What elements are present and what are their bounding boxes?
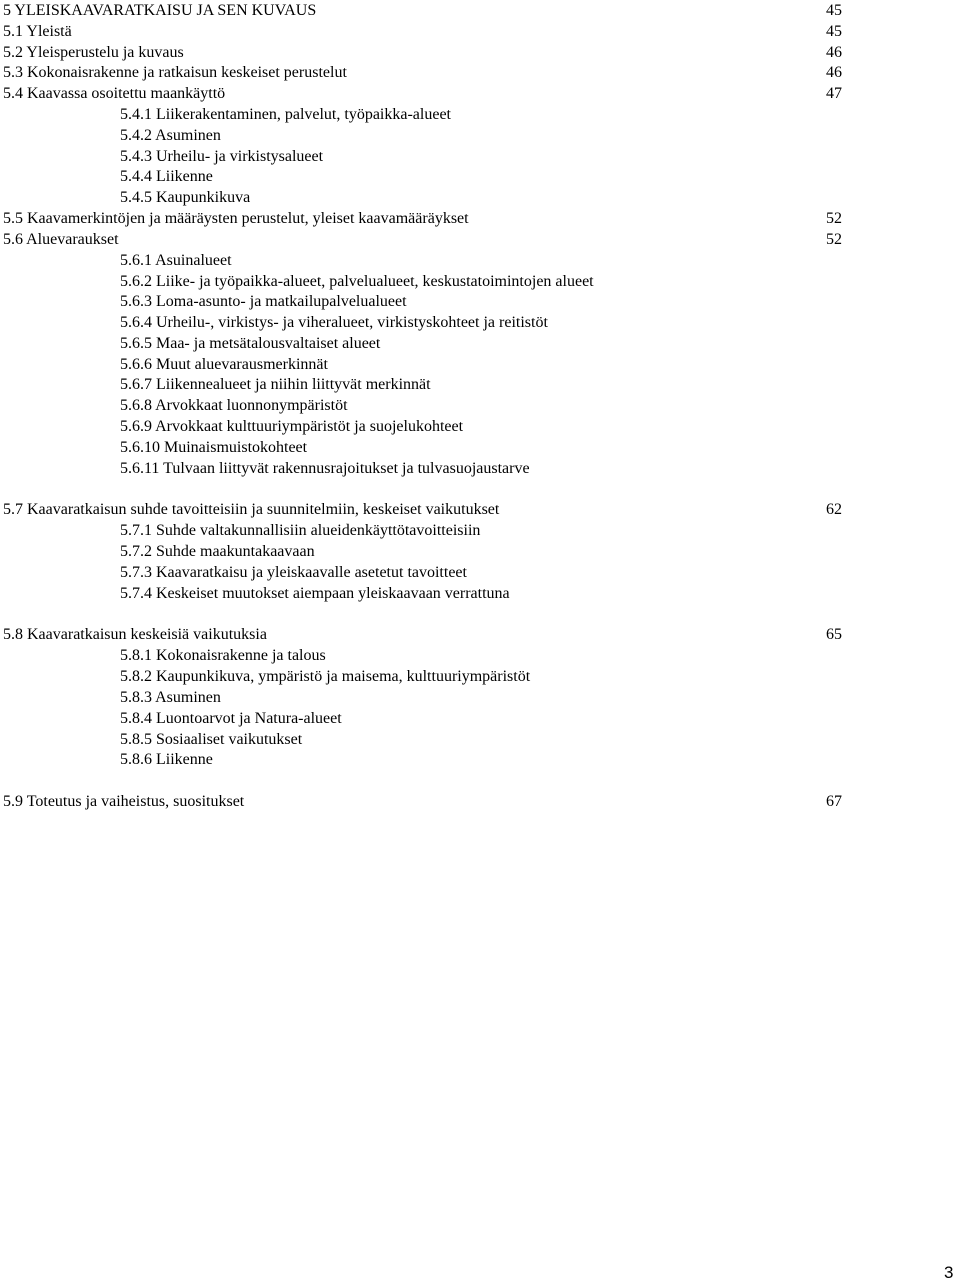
toc-entry [0, 583, 960, 604]
toc-entry-title: 5.6.9 Arvokkaat kulttuuriympäristöt ja suojelukohteet [120, 418, 464, 435]
toc-entry-title: 5.6.2 Liike- ja työpaikka-alueet, palvelualueet, keskustatoimintojen alueet [120, 273, 594, 290]
toc-entry-title: 5.6.1 Asuinalueet [120, 252, 232, 269]
toc-entry [0, 749, 960, 770]
toc-entry [0, 645, 960, 666]
toc-entry-title: 5.4.2 Asuminen [120, 127, 221, 144]
toc-entry [0, 395, 960, 416]
toc-entry-title: 5.4 Kaavassa osoitettu maankäyttö [3, 85, 226, 102]
toc-entry-title: 5.7 Kaavaratkaisun suhde tavoitteisiin ja suunnitelmiin, keskeiset vaikutukset [3, 501, 500, 518]
toc-entry-title: 5.8.2 Kaupunkikuva, ympäristö ja maisema, kulttuuriympäristöt [120, 668, 531, 685]
toc-entry [0, 229, 960, 250]
toc-entry [0, 499, 960, 520]
toc-entry-title: 5.6.7 Liikennealueet ja niihin liittyvät merkinnät [120, 376, 431, 393]
toc-entry [0, 791, 960, 812]
toc-entry-title: 5.4.4 Liikenne [120, 168, 213, 185]
toc-entry-title: 5.8 Kaavaratkaisun keskeisiä vaikutuksia [3, 626, 267, 643]
toc-entry [0, 271, 960, 292]
toc-entry-title: 5.4.1 Liikerakentaminen, palvelut, työpaikka-alueet [120, 106, 451, 123]
toc-entry-page: 62 [826, 501, 842, 518]
toc-entry [0, 83, 960, 104]
toc-entry-page: 46 [826, 44, 842, 61]
toc-entry-page: 67 [826, 793, 842, 810]
toc-entry-title: 5.7.1 Suhde valtakunnallisiin alueidenkäyttötavoitteisiin [120, 522, 481, 539]
toc-entry-title: 5.6.11 Tulvaan liittyvät rakennusrajoitukset ja tulvasuojaustarve [120, 460, 530, 477]
toc-entry [0, 437, 960, 458]
toc-entry-title: 5.3 Kokonaisrakenne ja ratkaisun keskeiset perustelut [3, 64, 347, 81]
toc-entry-page: 45 [826, 23, 842, 40]
toc-entry-title: 5.6.6 Muut aluevarausmerkinnät [120, 356, 328, 373]
toc-entry [0, 187, 960, 208]
toc-entry [0, 125, 960, 146]
page-number: 3 [944, 1263, 954, 1282]
toc-entry [0, 291, 960, 312]
toc-entry [0, 624, 960, 645]
toc-entry-page: 52 [826, 210, 842, 227]
toc-entry [0, 42, 960, 63]
toc-entry [0, 416, 960, 437]
toc-entry [0, 374, 960, 395]
toc-entry [0, 333, 960, 354]
toc-entry-title: 5.8.5 Sosiaaliset vaikutukset [120, 731, 303, 748]
toc-entry [0, 21, 960, 42]
toc-entry-title: 5.2 Yleisperustelu ja kuvaus [3, 44, 184, 61]
toc-entry-page: 45 [826, 2, 842, 19]
toc-entry [0, 708, 960, 729]
toc-entry-title: 5.7.2 Suhde maakuntakaavaan [120, 543, 315, 560]
toc-entry [0, 208, 960, 229]
toc-entry-title: 5.4.3 Urheilu- ja virkistysalueet [120, 148, 324, 165]
toc-entry-title: 5.8.6 Liikenne [120, 751, 213, 768]
toc-entry-title: 5.4.5 Kaupunkikuva [120, 189, 251, 206]
toc-entry-page: 52 [826, 231, 842, 248]
toc-entry-title: 5.6.4 Urheilu-, virkistys- ja viheralueet, virkistyskohteet ja reitistöt [120, 314, 548, 331]
toc-entry [0, 62, 960, 83]
toc-entry-title: 5.7.3 Kaavaratkaisu ja yleiskaavalle asetetut tavoitteet [120, 564, 467, 581]
toc-entry [0, 458, 960, 479]
toc-entry-page: 47 [826, 85, 842, 102]
toc-entry-page: 65 [826, 626, 842, 643]
toc-entry-title: 5.7.4 Keskeiset muutokset aiempaan yleiskaavaan verrattuna [120, 585, 510, 602]
toc-entry [0, 687, 960, 708]
toc-entry-page: 46 [826, 64, 842, 81]
toc-entry-title: 5.6.8 Arvokkaat luonnonympäristöt [120, 397, 348, 414]
toc-entry-title: 5.6.3 Loma-asunto- ja matkailupalvelualueet [120, 293, 407, 310]
toc-entry-title: 5.6.10 Muinaismuistokohteet [120, 439, 308, 456]
toc-entry [0, 729, 960, 750]
toc-entry [0, 562, 960, 583]
toc-entry [0, 104, 960, 125]
toc-entry [0, 520, 960, 541]
toc-entry-title: 5.8.4 Luontoarvot ja Natura-alueet [120, 710, 342, 727]
toc-entry-title: 5.8.1 Kokonaisrakenne ja talous [120, 647, 326, 664]
toc-entry-title: 5 YLEISKAAVARATKAISU JA SEN KUVAUS [3, 2, 317, 19]
toc-entry-title: 5.5 Kaavamerkintöjen ja määräysten perustelut, yleiset kaavamääräykset [3, 210, 469, 227]
toc-entry-title: 5.1 Yleistä [3, 23, 72, 40]
toc-entry [0, 666, 960, 687]
toc-entry [0, 312, 960, 333]
toc-entry [0, 166, 960, 187]
toc-entry [0, 541, 960, 562]
toc-entry-title: 5.9 Toteutus ja vaiheistus, suositukset [3, 793, 245, 810]
toc-entry-title: 5.6 Aluevaraukset [3, 231, 119, 248]
toc-entry [0, 354, 960, 375]
toc-entry [0, 146, 960, 167]
toc-entry [0, 0, 960, 21]
toc-entry [0, 250, 960, 271]
toc-entry-title: 5.8.3 Asuminen [120, 689, 221, 706]
toc-entry-title: 5.6.5 Maa- ja metsätalousvaltaiset alueet [120, 335, 381, 352]
